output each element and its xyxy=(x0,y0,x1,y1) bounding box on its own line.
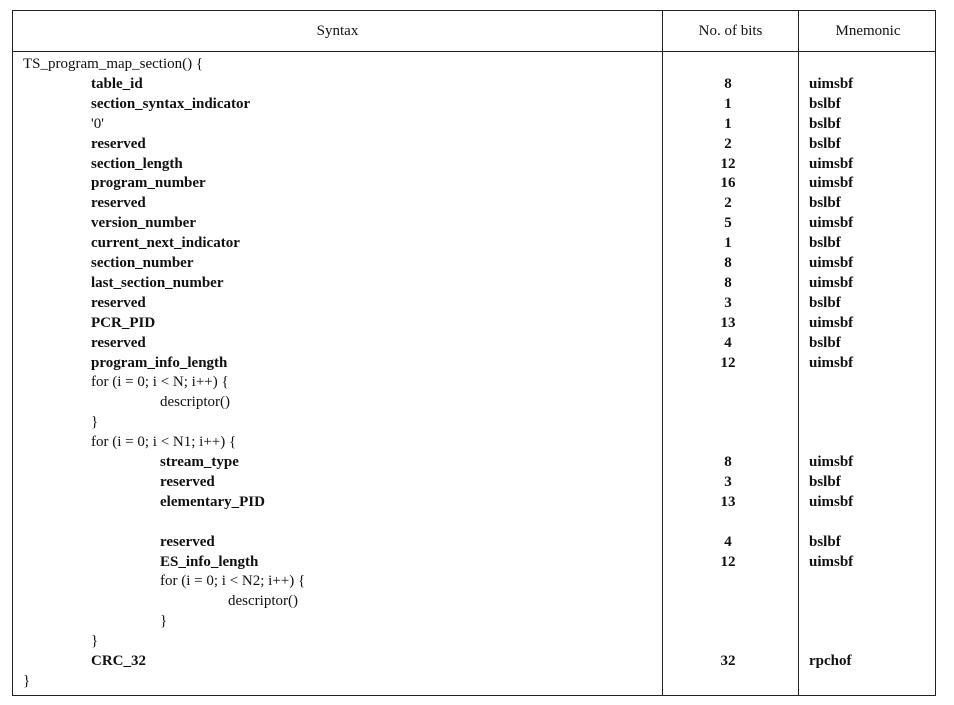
syntax-cell: ES_info_length xyxy=(160,553,259,570)
table-row xyxy=(13,335,937,355)
bits-cell: 3 xyxy=(724,473,732,490)
bits-cell: 1 xyxy=(724,115,732,132)
syntax-cell: last_section_number xyxy=(91,274,224,291)
bits-cell: 32 xyxy=(720,653,736,669)
syntax-cell: reserved xyxy=(91,195,146,212)
mnemonic-cell: uimsbf xyxy=(809,255,854,271)
table-row xyxy=(13,673,937,693)
bits-cell: 8 xyxy=(724,75,732,92)
mnemonic-cell: bslbf xyxy=(809,95,841,112)
mnemonic-cell: bslbf xyxy=(809,135,841,152)
syntax-cell: program_number xyxy=(91,175,206,192)
table-row xyxy=(13,195,937,215)
header-divider xyxy=(13,51,935,52)
table-row xyxy=(13,554,937,574)
mnemonic-cell: uimsbf xyxy=(809,454,854,470)
table-row xyxy=(13,573,937,593)
mnemonic-cell: uimsbf xyxy=(809,274,854,291)
table-row xyxy=(13,613,937,633)
mnemonic-cell: bslbf xyxy=(809,533,841,550)
table-row xyxy=(13,434,937,454)
bits-cell: 12 xyxy=(720,553,736,570)
syntax-cell: version_number xyxy=(91,215,196,232)
table-row xyxy=(13,136,937,156)
table-row xyxy=(13,116,937,136)
mnemonic-cell: bslbf xyxy=(809,473,841,490)
syntax-table xyxy=(12,10,936,696)
bits-cell: 2 xyxy=(724,135,732,152)
mnemonic-cell: rpchof xyxy=(809,653,852,669)
table-row xyxy=(13,534,937,554)
syntax-cell: TS_program_map_section() { xyxy=(23,56,204,72)
table-row xyxy=(13,295,937,315)
table-row xyxy=(13,156,937,176)
table-row xyxy=(13,593,937,613)
mnemonic-cell: bslbf xyxy=(809,294,841,311)
header-syntax: Syntax xyxy=(316,23,359,39)
header-mnemonic: Mnemonic xyxy=(835,23,901,39)
syntax-cell: current_next_indicator xyxy=(91,235,240,252)
bits-cell: 8 xyxy=(724,255,732,271)
syntax-cell: reserved xyxy=(91,294,146,311)
syntax-cell: table_id xyxy=(91,75,143,92)
syntax-cell: reserved xyxy=(91,334,146,351)
table-row xyxy=(13,235,937,255)
bits-cell: 12 xyxy=(720,354,736,371)
syntax-cell: section_number xyxy=(91,255,194,271)
mnemonic-cell: uimsbf xyxy=(809,155,854,172)
table-row xyxy=(13,275,937,295)
syntax-cell: for (i = 0; i < N2; i++) { xyxy=(160,573,306,590)
syntax-cell: section_syntax_indicator xyxy=(91,95,251,112)
syntax-cell: for (i = 0; i < N; i++) { xyxy=(91,374,229,391)
table-row xyxy=(13,474,937,494)
table-row xyxy=(13,494,937,514)
table-row xyxy=(13,633,937,653)
syntax-cell: for (i = 0; i < N1; i++) { xyxy=(91,434,237,451)
syntax-cell: PCR_PID xyxy=(91,314,156,331)
mnemonic-cell: uimsbf xyxy=(809,215,854,232)
table-row xyxy=(13,76,937,96)
table-row xyxy=(13,653,937,673)
syntax-cell: descriptor() xyxy=(160,394,230,411)
syntax-cell: descriptor() xyxy=(228,593,298,610)
mnemonic-cell: bslbf xyxy=(809,235,841,252)
table-row xyxy=(13,514,937,534)
mnemonic-cell: uimsbf xyxy=(809,314,854,331)
table-row xyxy=(13,355,937,375)
syntax-cell: reserved xyxy=(160,533,215,550)
syntax-cell: program_info_length xyxy=(91,354,228,371)
bits-cell: 8 xyxy=(724,454,732,470)
table-row xyxy=(13,374,937,394)
mnemonic-cell: bslbf xyxy=(809,115,841,132)
table-row xyxy=(13,394,937,414)
bits-cell: 1 xyxy=(724,235,732,252)
bits-cell: 4 xyxy=(724,334,732,351)
table-row xyxy=(13,175,937,195)
syntax-cell: } xyxy=(91,414,99,431)
syntax-cell: reserved xyxy=(160,473,215,490)
syntax-cell: reserved xyxy=(91,135,146,152)
mnemonic-cell: uimsbf xyxy=(809,493,854,510)
syntax-cell: section_length xyxy=(91,155,183,172)
mnemonic-cell: uimsbf xyxy=(809,354,854,371)
table-row xyxy=(13,255,937,275)
bits-cell: 16 xyxy=(720,175,736,192)
table-row xyxy=(13,454,937,474)
table-row xyxy=(13,96,937,116)
syntax-cell: '0' xyxy=(91,115,104,132)
table-row xyxy=(13,315,937,335)
table-row xyxy=(13,215,937,235)
mnemonic-cell: uimsbf xyxy=(809,175,854,192)
bits-cell: 1 xyxy=(724,95,732,112)
bits-cell: 2 xyxy=(724,195,732,212)
table-row xyxy=(13,414,937,434)
bits-cell: 4 xyxy=(724,533,732,550)
bits-cell: 3 xyxy=(724,294,732,311)
bits-cell: 12 xyxy=(720,155,736,172)
syntax-cell: } xyxy=(91,633,99,650)
syntax-cell: CRC_32 xyxy=(91,653,146,669)
header-bits: No. of bits xyxy=(698,23,763,39)
bits-cell: 5 xyxy=(724,215,732,232)
mnemonic-cell: bslbf xyxy=(809,195,841,212)
mnemonic-cell: bslbf xyxy=(809,334,841,351)
syntax-cell: stream_type xyxy=(160,454,239,470)
table-row xyxy=(13,56,937,76)
bits-cell: 13 xyxy=(720,493,736,510)
bits-cell: 8 xyxy=(724,274,732,291)
syntax-cell: elementary_PID xyxy=(160,493,265,510)
syntax-cell: } xyxy=(160,613,168,630)
mnemonic-cell: uimsbf xyxy=(809,553,854,570)
mnemonic-cell: uimsbf xyxy=(809,75,854,92)
bits-cell: 13 xyxy=(720,314,736,331)
syntax-cell: } xyxy=(23,672,31,689)
